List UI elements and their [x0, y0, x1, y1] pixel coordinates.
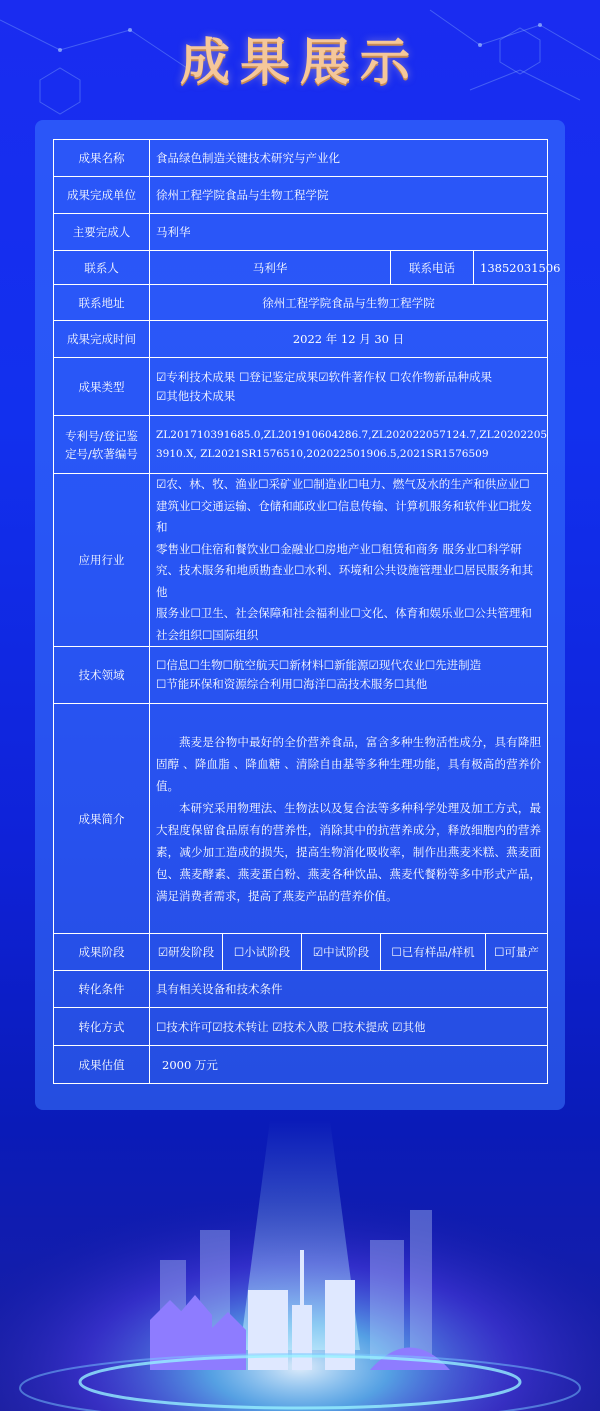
value-phone: 13852031506 [474, 251, 548, 285]
row-method [54, 1008, 548, 1046]
row-date [54, 321, 548, 358]
value-patent [150, 416, 548, 474]
value-name: 食品绿色制造关键技术研究与产业化 [150, 140, 548, 177]
value-conditions: 具有相关设备和技术条件 [150, 971, 548, 1008]
value-address: 徐州工程学院食品与生物工程学院 [150, 285, 548, 321]
row-valuation [54, 1046, 548, 1084]
label-phone: 联系电话 [391, 251, 474, 285]
field-line-1: ☐信息☐生物☐航空航天☐新材料☐新能源☑现代农业☐先进制造 [156, 658, 482, 672]
stage-option-pilot-small: ☐小试阶段 [223, 934, 302, 970]
label-industry: 应用行业 [54, 474, 150, 647]
city-skyline-illustration [0, 1120, 600, 1411]
label-patent [54, 416, 150, 474]
row-stage [54, 934, 548, 971]
label-patent-line-1: 专利号/登记鉴 [65, 428, 138, 443]
row-name [54, 140, 548, 177]
label-method: 转化方式 [54, 1008, 150, 1046]
poster-title: 成果展示 [180, 33, 420, 91]
label-address: 联系地址 [54, 285, 150, 321]
row-person [54, 214, 548, 251]
label-unit: 成果完成单位 [54, 177, 150, 214]
value-valuation: 2000 万元 [150, 1046, 548, 1084]
label-person: 主要完成人 [54, 214, 150, 251]
value-type [150, 358, 548, 416]
label-name: 成果名称 [54, 140, 150, 177]
label-stage: 成果阶段 [54, 934, 150, 971]
label-patent-line-2: 定号/软著编号 [65, 446, 138, 461]
stage-option-rnd: ☑研发阶段 [150, 934, 223, 970]
row-unit [54, 177, 548, 214]
industry-line-3: 零售业☐住宿和餐饮业☐金融业☐房地产业☐租赁和商务 服务业☐科学研 [156, 541, 522, 556]
patent-line-2: 3910.X, ZL2021SR1576510,202022501906.5,2021SR1576509 [156, 447, 489, 460]
row-type [54, 358, 548, 416]
label-field: 技术领域 [54, 647, 150, 704]
label-date: 成果完成时间 [54, 321, 150, 358]
label-conditions: 转化条件 [54, 971, 150, 1008]
row-field [54, 647, 548, 704]
label-type: 成果类型 [54, 358, 150, 416]
stage-option-mass-production: ☐可量产 [494, 945, 539, 959]
industry-line-6: 社会组织☐国际组织 [156, 627, 259, 642]
patent-line-1: ZL201710391685.0,ZL201910604286.7,ZL202022057124.7,ZL20202205 [156, 428, 548, 441]
industry-line-4: 究、技术服务和地质勘查业☐水利、环境和公共设施管理业☐居民服务和其他 [156, 563, 534, 599]
stage-option-sample: ☐已有样品/样机 [381, 934, 486, 970]
value-stage [150, 934, 548, 971]
industry-line-1: ☑农、林、牧、渔业☐采矿业☐制造业☐电力、燃气及水的生产和供应业☐ [156, 477, 530, 491]
abstract-paragraph-1: 燕麦是谷物中最好的全价营养食品，富含多种生物活性成分，具有降胆固醇 、降血脂 、降血糖 、清除自由基等多种生理功能，具有极高的营养价值。 [156, 734, 541, 793]
label-valuation: 成果估值 [54, 1046, 150, 1084]
value-unit: 徐州工程学院食品与生物工程学院 [150, 177, 548, 214]
abstract-paragraph-2: 本研究采用物理法、生物法以及复合法等多种科学处理及加工方式，最大程度保留食品原有的营养性，消除其中的抗营养成分，释放细胞内的营养素，减少加工造成的损失，提高生物消化吸收率，制作出燕麦米糕、燕麦面包、燕麦酵素、燕麦蛋白粉、燕麦各种饮品、燕麦代餐粉等多中形式产品，满足消费者需求，提高了燕麦产品的营养价值。 [156, 800, 541, 903]
stage-option-pilot: ☑中试阶段 [302, 934, 381, 970]
value-person: 马利华 [150, 214, 548, 251]
industry-line-2: 建筑业☐交通运输、仓储和邮政业☐信息传输、计算机服务和软件业☐批发和 [156, 498, 532, 534]
row-patent [54, 416, 548, 474]
type-line-1: ☑专利技术成果 ☐登记鉴定成果☑软件著作权 ☐农作物新品种成果 [156, 369, 493, 384]
value-field [150, 647, 548, 704]
row-abstract [54, 704, 548, 934]
value-contact: 马利华 [150, 251, 391, 285]
row-address [54, 285, 548, 321]
label-abstract: 成果简介 [54, 704, 150, 934]
value-method: ☐技术许可☑技术转让 ☑技术入股 ☐技术提成 ☑其他 [150, 1008, 548, 1046]
industry-line-5: 服务业☐卫生、社会保障和社会福利业☐文化、体育和娱乐业☐公共管理和 [156, 606, 532, 620]
value-date: 2022 年 12 月 30 日 [150, 321, 548, 358]
value-industry [150, 474, 548, 647]
row-conditions [54, 971, 548, 1008]
row-contact [54, 251, 548, 285]
type-line-2: ☑其他技术成果 [156, 388, 236, 403]
field-line-2: ☐节能环保和资源综合利用☐海洋☐高技术服务☐其他 [156, 677, 428, 691]
achievement-form-table [53, 139, 561, 1084]
row-industry [54, 474, 548, 647]
value-abstract [150, 704, 548, 934]
label-contact: 联系人 [54, 251, 150, 285]
